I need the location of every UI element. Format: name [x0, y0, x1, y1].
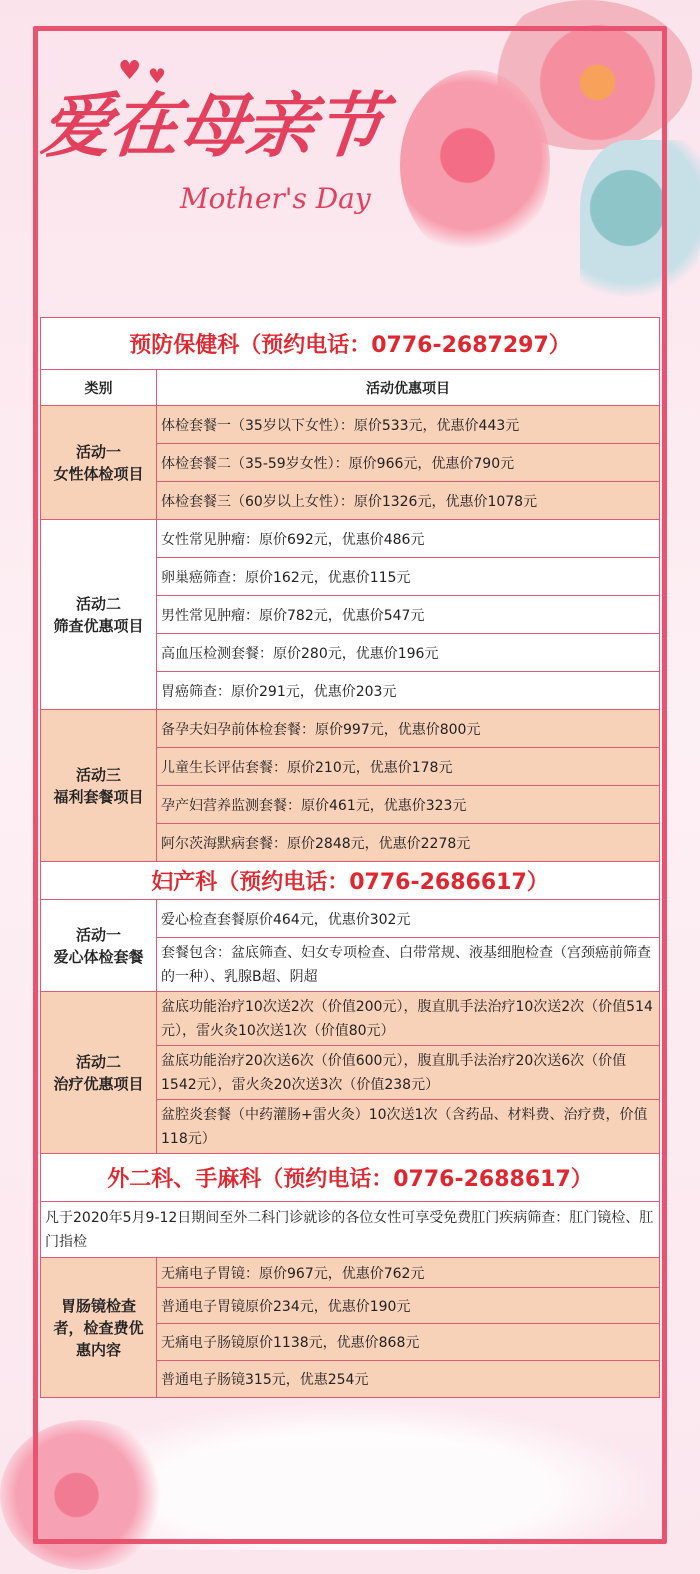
item-cell: 女性常见肿瘤：原价692元，优惠价486元 [157, 520, 660, 558]
header-items: 活动优惠项目 [157, 370, 660, 406]
header-category: 类别 [41, 370, 157, 406]
category-cell [41, 900, 157, 992]
table-row [41, 406, 660, 444]
section-title-row [41, 318, 660, 370]
item-cell: 盆底功能治疗10次送2次（价值200元），腹直肌手法治疗10次送2次（价值514元），雷火灸10次送1次（价值80元） [157, 992, 660, 1046]
section-title-row [41, 862, 660, 900]
category-label: 活动三 [75, 765, 121, 784]
category-cell [41, 406, 157, 520]
category-cell: 胃肠镜检查者，检查费优惠内容 [41, 1258, 157, 1398]
item-cell: 孕产妇营养监测套餐：原价461元，优惠价323元 [157, 786, 660, 824]
item-cell: 儿童生长评估套餐：原价210元，优惠价178元 [157, 748, 660, 786]
table-row [41, 1258, 660, 1288]
section-title-row [41, 1154, 660, 1202]
item-cell: 阿尔茨海默病套餐：原价2848元，优惠价2278元 [157, 824, 660, 862]
heart-icon: ♥ [148, 64, 166, 88]
category-label: 活动一 [75, 925, 121, 944]
category-label: 活动一 [75, 442, 121, 461]
item-cell: 无痛电子肠镜原价1138元，优惠价868元 [157, 1324, 660, 1361]
table-row [41, 900, 660, 938]
notice-cell: 凡于2020年5月9-12日期间至外二科门诊就诊的各位女性可享受免费肛门疾病筛查：肛门镜检、肛门指检 [41, 1202, 660, 1258]
item-cell: 备孕夫妇孕前体检套餐：原价997元，优惠价800元 [157, 710, 660, 748]
section-title: 外二科、手麻科（预约电话：0776-2688617） [41, 1154, 660, 1202]
item-cell: 胃癌筛查：原价291元，优惠价203元 [157, 672, 660, 710]
item-cell: 爱心检查套餐原价464元，优惠价302元 [157, 900, 660, 938]
item-cell: 盆腔炎套餐（中药灌肠+雷火灸）10次送1次（含药品、材料费、治疗费，价值118元） [157, 1100, 660, 1154]
item-cell: 体检套餐二（35-59岁女性）：原价966元，优惠价790元 [157, 444, 660, 482]
category-label: 爱心体检套餐 [53, 947, 144, 966]
category-cell [41, 710, 157, 862]
item-cell: 普通电子胃镜原价234元，优惠价190元 [157, 1288, 660, 1324]
category-label: 女性体检项目 [53, 464, 144, 483]
category-cell [41, 992, 157, 1154]
table-row [41, 992, 660, 1046]
item-cell: 卵巢癌筛查：原价162元，优惠价115元 [157, 558, 660, 596]
item-cell: 无痛电子胃镜：原价967元，优惠价762元 [157, 1258, 660, 1288]
heart-icon: ♥ [118, 56, 142, 86]
item-cell: 套餐包含：盆底筛查、妇女专项检查、白带常规、液基细胞检查（宫颈癌前筛查的一种）、乳腺B超、阴超 [157, 938, 660, 992]
category-label: 活动二 [75, 1052, 121, 1071]
item-cell: 普通电子肠镜315元，优惠254元 [157, 1361, 660, 1398]
table-header [41, 370, 660, 406]
poster-subtitle: Mother's Day [180, 182, 371, 215]
table-row [41, 710, 660, 748]
item-cell: 男性常见肿瘤：原价782元，优惠价547元 [157, 596, 660, 634]
item-cell: 盆底功能治疗20次送6次（价值600元），腹直肌手法治疗20次送6次（价值1542元），雷火灸20次送3次（价值238元） [157, 1046, 660, 1100]
offers-table [40, 317, 660, 1398]
table-row [41, 1202, 660, 1258]
item-cell: 体检套餐一（35岁以下女性）：原价533元，优惠价443元 [157, 406, 660, 444]
category-label: 活动二 [75, 594, 121, 613]
category-label: 治疗优惠项目 [53, 1074, 144, 1093]
category-label: 筛查优惠项目 [53, 616, 144, 635]
poster-title: 爱在母亲节 [37, 84, 386, 167]
category-label: 福利套餐项目 [53, 787, 144, 806]
item-cell: 体检套餐三（60岁以上女性）：原价1326元，优惠价1078元 [157, 482, 660, 520]
item-cell: 高血压检测套餐：原价280元，优惠价196元 [157, 634, 660, 672]
section-title: 妇产科（预约电话：0776-2686617） [41, 862, 660, 900]
table-row [41, 520, 660, 558]
category-cell [41, 520, 157, 710]
section-title: 预防保健科（预约电话：0776-2687297） [41, 318, 660, 370]
